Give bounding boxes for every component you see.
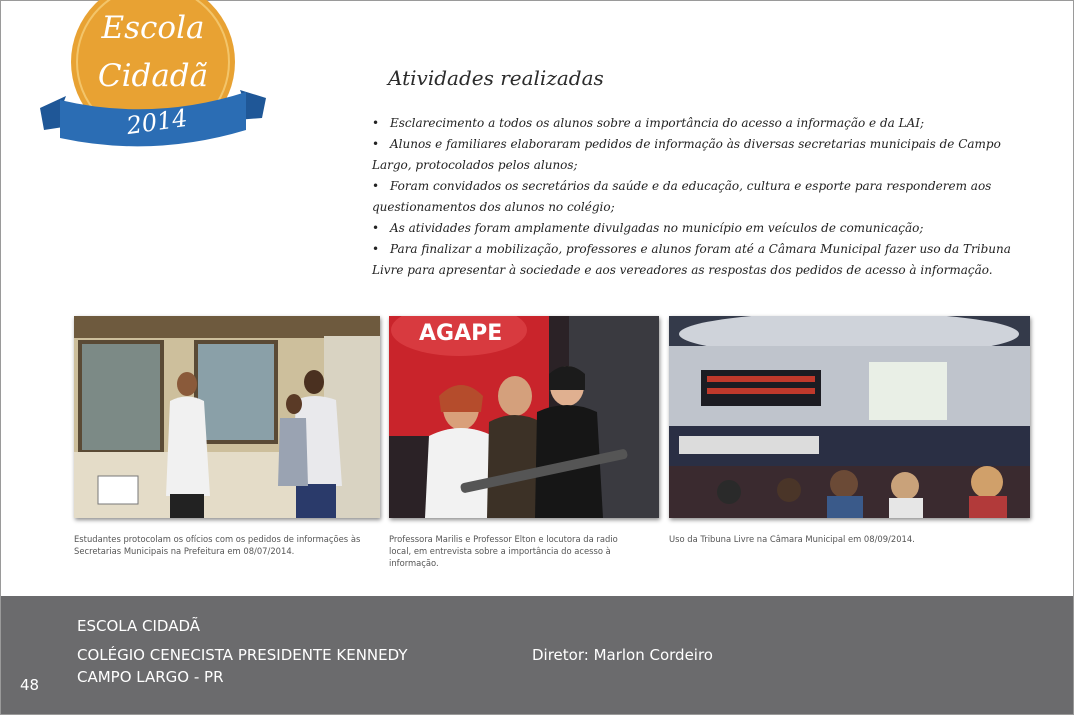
photo-radio-interview <box>389 316 659 518</box>
logo-word-cidada: Cidadã <box>97 58 209 94</box>
page-footer <box>1 596 1073 714</box>
bullet: • <box>372 179 380 193</box>
activity-item <box>372 134 1032 176</box>
logo-year: 2014 <box>124 103 190 141</box>
activity-item <box>372 176 1032 218</box>
page-number: 48 <box>20 676 40 694</box>
activity-text: Para finalizar a mobilização, professores e alunos foram até a Câmara Municipal fazer uso da Tribuna Livre para apresentar à sociedade e aos vereadores as respostas dos pedidos de acesso à informação. <box>372 242 1011 277</box>
photo-students-protocol <box>74 316 380 518</box>
photo-city-council <box>669 316 1030 518</box>
activity-text: Esclarecimento a todos os alunos sobre a importância do acesso a informação e da LAI; <box>390 116 925 130</box>
radio-sign-text: AGAPE <box>419 321 503 346</box>
photo-caption: Uso da Tribuna Livre na Câmara Municipal em 08/09/2014. <box>669 534 915 544</box>
bullet: • <box>372 242 380 256</box>
bullet: • <box>372 221 380 235</box>
photo-caption: Estudantes protocolam os ofícios com os pedidos de informações às Secretarias Municipais na Prefeitura em 08/07/2014. <box>74 534 361 556</box>
activity-text: Foram convidados os secretários da saúde e da educação, cultura e esporte para responderem aos questionamentos dos alunos no colégio; <box>372 179 992 214</box>
footer-school-name: ESCOLA CIDADÃ <box>77 617 201 635</box>
activity-text: As atividades foram amplamente divulgadas no município em veículos de comunicação; <box>390 221 924 235</box>
footer-college-name: COLÉGIO CENECISTA PRESIDENTE KENNEDY <box>77 646 408 664</box>
bullet: • <box>372 137 380 151</box>
photo-caption: Professora Marilis e Professor Elton e locutora da radio local, em entrevista sobre a importância do acesso à informação. <box>389 534 618 568</box>
section-title: Atividades realizadas <box>388 66 604 90</box>
escola-cidada-logo <box>38 0 268 160</box>
activity-item <box>372 239 1032 281</box>
activity-item <box>372 218 1032 239</box>
activity-item <box>372 113 1032 134</box>
bullet: • <box>372 116 380 130</box>
activities-list <box>372 113 1032 281</box>
footer-city: CAMPO LARGO - PR <box>77 668 224 686</box>
logo-word-escola: Escola <box>101 10 205 46</box>
activity-text: Alunos e familiares elaboraram pedidos de informação às diversas secretarias municipais de Campo Largo, protocolados pelos alunos; <box>372 137 1001 172</box>
footer-director: Diretor: Marlon Cordeiro <box>532 646 713 664</box>
